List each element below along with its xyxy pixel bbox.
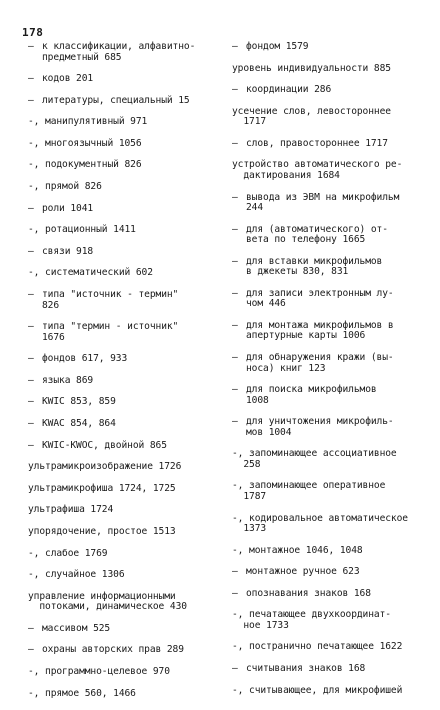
index-subentry: -, прямой 826	[28, 181, 102, 193]
index-subentry: – для (автоматического) от- вета по телефону 1665	[232, 225, 428, 246]
index-subentry: -, запоминающее оперативное 1787	[232, 480, 386, 502]
index-headword-entry: ультрамикрофиша 1724, 1725	[28, 482, 176, 494]
index-subentry: – для уничтожения микрофиль- мов 1004	[232, 417, 428, 438]
index-subentry: -, слабое 1769	[28, 547, 108, 559]
index-subentry: – фондов 617, 933	[28, 354, 228, 365]
index-subentry: -, монтажное 1046, 1048	[232, 544, 363, 556]
index-headword-entry: ультрафиша 1724	[28, 504, 114, 516]
index-subentry: -, систематический 602	[28, 267, 153, 279]
index-subentry: – связи 918	[28, 247, 228, 258]
index-headword-entry: уровень индивидуальности 885	[232, 62, 391, 74]
index-subentry: – охраны авторских прав 289	[28, 645, 228, 656]
index-subentry: – к классификации, алфавитно- предметный 685	[28, 42, 228, 63]
index-subentry: – литературы, специальный 15	[28, 96, 228, 107]
left-column	[28, 42, 228, 710]
index-subentry: – для монтажа микрофильмов в апертурные карты 1006	[232, 321, 428, 342]
index-headword-entry: усечение слов, левостороннее 1717	[232, 105, 391, 128]
index-subentry: -, кодировальное автоматическое 1373	[232, 512, 408, 534]
index-subentry: -, прямое 560, 1466	[28, 687, 136, 699]
index-subentry: -, подокументный 826	[28, 159, 142, 171]
index-headword-entry: устройство автоматического ре- дактирования 1684	[232, 159, 403, 181]
index-subentry: – вывода из ЭВМ на микрофильм 244	[232, 193, 428, 214]
index-subentry: -, печатающее двухкоординат- ное 1733	[232, 609, 391, 631]
index-subentry: – типа "термин - источник" 1676	[28, 322, 228, 343]
page-number: 178	[22, 26, 44, 39]
index-subentry: – роли 1041	[28, 204, 228, 215]
index-subentry: – массивом 525	[28, 624, 228, 635]
index-subentry: – считывания знаков 168	[232, 664, 428, 675]
index-subentry: – координации 286	[232, 85, 428, 96]
index-subentry: -, многоязычный 1056	[28, 137, 142, 149]
index-subentry: -, ротационный 1411	[28, 224, 136, 236]
index-subentry: – кодов 201	[28, 74, 228, 85]
index-headword-entry: упорядочение, простое 1513	[28, 525, 176, 537]
index-subentry: – фондом 1579	[232, 42, 428, 53]
index-subentry: – KWIC 853, 859	[28, 397, 228, 408]
index-headword-entry: ультрамикроизображение 1726	[28, 461, 182, 473]
index-subentry: -, случайное 1306	[28, 569, 125, 581]
right-column	[232, 42, 428, 707]
index-subentry: – KWIC-KWOC, двойной 865	[28, 441, 228, 452]
index-subentry: – для вставки микрофильмов в джекеты 830, 831	[232, 257, 428, 278]
index-subentry: – KWAC 854, 864	[28, 419, 228, 430]
index-subentry: -, постранично печатающее 1622	[232, 641, 403, 653]
index-subentry: – для записи электронным лу- чом 446	[232, 289, 428, 310]
index-subentry: – типа "источник - термин" 826	[28, 290, 228, 311]
index-subentry: -, запоминающее ассоциативное 258	[232, 448, 397, 470]
index-subentry: – языка 869	[28, 376, 228, 387]
index-subentry: – для обнаружения кражи (вы- носа) книг 123	[232, 353, 428, 374]
index-subentry: – для поиска микрофильмов 1008	[232, 385, 428, 406]
index-subentry: -, манипулятивный 971	[28, 116, 148, 128]
index-subentry: – опознавания знаков 168	[232, 589, 428, 600]
index-headword-entry: управление информационными потоками, динамическое 430	[28, 590, 187, 613]
index-subentry: – слов, правостороннее 1717	[232, 139, 428, 150]
index-subentry: – монтажное ручное 623	[232, 567, 428, 578]
index-subentry: -, программно-целевое 970	[28, 666, 170, 678]
index-subentry: -, считывающее, для микрофишей	[232, 684, 403, 696]
